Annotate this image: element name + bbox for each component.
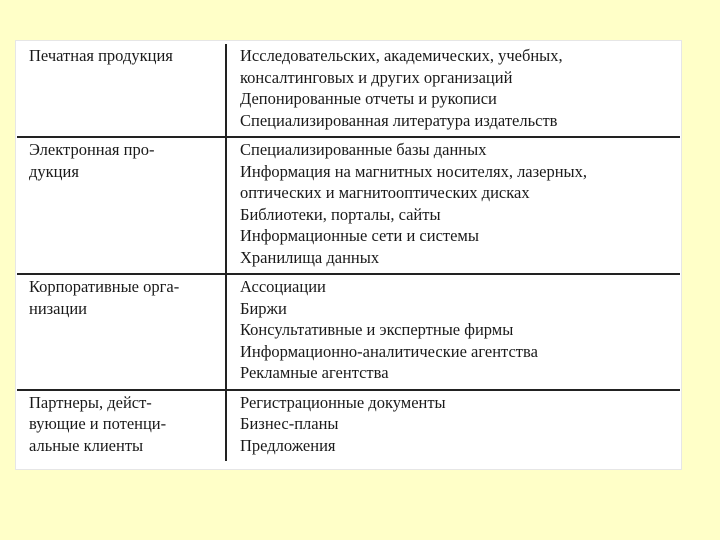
information-sources-table: [17, 44, 680, 461]
item-line: Консультативные и экспертные фирмы: [240, 320, 514, 339]
table-row: [17, 390, 680, 462]
category-line: дукция: [29, 161, 79, 181]
category-cell: [17, 274, 226, 390]
items-cell: [226, 44, 680, 137]
category-line: Печатная продукция: [29, 46, 173, 65]
category-line: Электронная про-: [29, 140, 155, 159]
item-line: Информация на магнитных носителях, лазерных,: [240, 161, 588, 181]
items-cell: [226, 274, 680, 390]
item-line: Библиотеки, порталы, сайты: [240, 204, 441, 224]
category-line: вующие и потенци-: [29, 414, 167, 433]
item-line: Биржи: [240, 298, 287, 318]
items-cell: [226, 390, 680, 462]
item-line: Хранилища данных: [240, 247, 380, 267]
item-line: оптических и магнитооптических дисках: [240, 183, 530, 202]
item-line: консалтинговых и других организаций: [240, 67, 513, 87]
table-row: [17, 274, 680, 390]
item-line: Рекламные агентства: [240, 363, 389, 382]
table-row: [17, 137, 680, 274]
category-line: альные клиенты: [29, 435, 144, 455]
category-line: Корпоративные орга-: [29, 277, 180, 296]
scanned-table-image: [15, 40, 682, 470]
item-line: Ассоциации: [240, 277, 326, 296]
item-line: Информационные сети и системы: [240, 226, 479, 245]
item-line: Депонированные отчеты и рукописи: [240, 89, 497, 108]
category-line: низации: [29, 298, 87, 318]
item-line: Исследовательских, академических, учебных,: [240, 46, 563, 65]
table-row: [17, 44, 680, 137]
item-line: Регистрационные документы: [240, 392, 446, 412]
category-cell: [17, 390, 226, 462]
category-cell: [17, 137, 226, 274]
item-line: Информационно-аналитические агентства: [240, 341, 538, 361]
item-line: Специализированная литература издательств: [240, 110, 558, 130]
items-cell: [226, 137, 680, 274]
category-line: Партнеры, дейст-: [29, 392, 152, 412]
item-line: Специализированные базы данных: [240, 140, 487, 159]
category-cell: [17, 44, 226, 137]
item-line: Предложения: [240, 435, 336, 455]
item-line: Бизнес-планы: [240, 414, 339, 433]
